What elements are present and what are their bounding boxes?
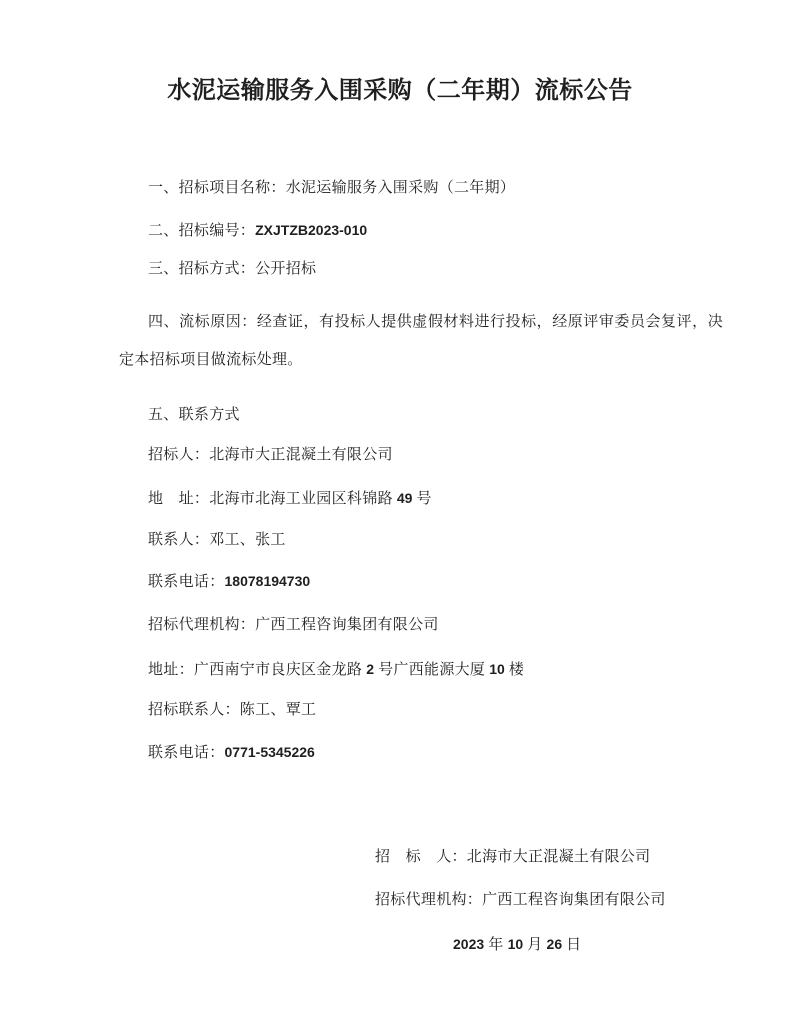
agency-contact-person-line: 招标联系人：陈工、覃工 [148, 702, 317, 718]
signature-agency-line: 招标代理机构：广西工程咨询集团有限公司 [375, 892, 666, 908]
tenderer-contact-person-line: 联系人：邓工、张工 [148, 532, 286, 548]
tenderer-phone-line: 联系电话：18078194730 [148, 573, 311, 590]
agency-name-line: 招标代理机构：广西工程咨询集团有限公司 [148, 617, 439, 633]
tenderer-address-line: 地 址：北海市北海工业园区科锦路 49 号 [148, 490, 432, 507]
clause-failure-reason: 四、流标原因：经查证，有投标人提供虚假材料进行投标，经原评审委员会复评，决定本招标项目做流标处理。 [119, 314, 723, 368]
agency-phone-line: 联系电话：0771-5345226 [148, 744, 315, 761]
tenderer-name-line: 招标人：北海市大正混凝土有限公司 [148, 447, 393, 463]
clause-tender-method: 三、招标方式：公开招标 [148, 261, 317, 277]
signature-tenderer-line: 招 标 人：北海市大正混凝土有限公司 [375, 849, 651, 865]
clause-tender-number: 二、招标编号：ZXJTZB2023-010 [148, 222, 368, 239]
clause-contact-heading: 五、联系方式 [148, 407, 240, 423]
signature-date-line: 2023 年 10 月 26 日 [453, 936, 582, 953]
agency-address-line: 地址：广西南宁市良庆区金龙路 2 号广西能源大厦 10 楼 [148, 661, 525, 678]
clause-project-name: 一、招标项目名称：水泥运输服务入围采购（二年期） [148, 180, 516, 196]
document-title: 水泥运输服务入围采购（二年期）流标公告 [167, 78, 633, 104]
